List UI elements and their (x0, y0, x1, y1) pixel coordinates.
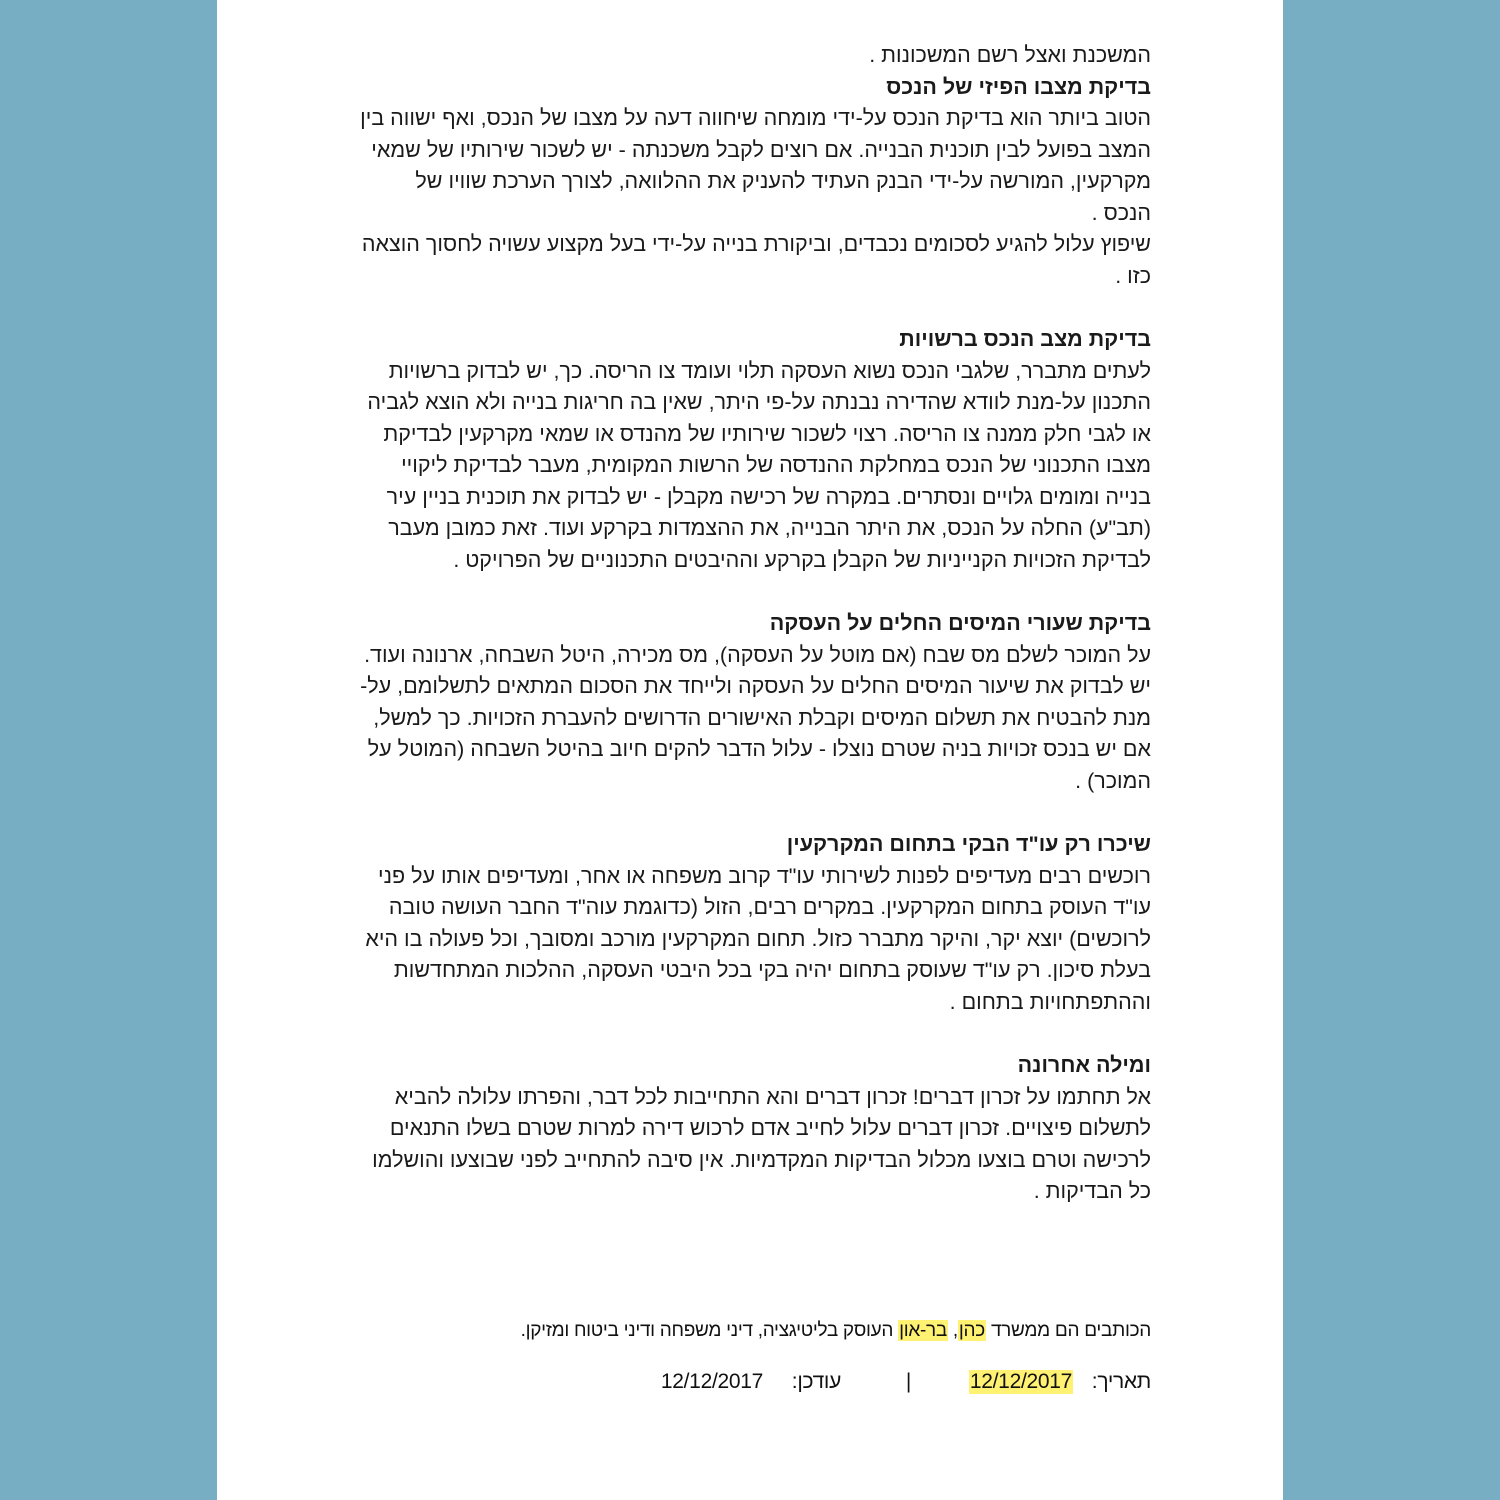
paragraph-line: לבדיקת הזכויות הקנייניות של הקבלן בקרקע וההיבטים התכנוניים של הפרויקט . (453, 547, 1151, 572)
paragraph-line: לרכישה וטרם בוצעו מכלול הבדיקות המקדמיות. אין סיבה להתחייב לפני שבוצעו והושלמו (372, 1147, 1151, 1172)
updated-label: עודכן: (791, 1370, 841, 1393)
paragraph-line: לעתים מתברר, שלגבי הנכס נשוא העסקה תלוי ועומד צו הריסה. כך, יש לבדוק ברשויות (388, 358, 1151, 383)
intro-line: המשכנת ואצל רשם המשכונות . (869, 43, 1151, 67)
authors-comma: , (952, 1320, 958, 1341)
paragraph-line: או לגבי חלק ממנה צו הריסה. רצוי לשכור שירותיו של מהנדס או שמאי מקרקעין לבדיקת (383, 421, 1151, 446)
section-heading: בדיקת מצבו הפיזי של הנכס (886, 74, 1151, 99)
paragraph-line: הנכס . (1091, 200, 1151, 225)
article-body (271, 40, 1151, 1240)
paragraph-line: על המוכר לשלם מס שבח (אם מוטל על העסקה), מס מכירה, היטל השבחה, ארנונה ועוד. (364, 642, 1151, 667)
author-name-highlight: בר-און (899, 1320, 947, 1341)
paragraph-line: לרוכשים) יוצא יקר, והיקר מתברר כזול. תחום המקרקעין מורכב ומסובך, וכל פעולה בו היא (365, 926, 1151, 951)
paragraph-line: כזו . (1115, 263, 1151, 288)
section-lawyer (271, 829, 1151, 1018)
paragraph-line: כל הבדיקות . (1033, 1179, 1151, 1203)
section-last-word (271, 1050, 1151, 1208)
updated-value: 12/12/2017 (660, 1370, 763, 1393)
section-taxes (271, 608, 1151, 797)
paragraph-line: אל תחתמו על זכרון דברים! זכרון דברים והא התחייבות לכל דבר, והפרתו עלולה להביא (394, 1084, 1151, 1109)
paragraph-line: רוכשים רבים מעדיפים לפנות לשירותי עו"ד קרוב משפחה או אחר, ומעדיפים אותו על פני (378, 863, 1151, 888)
paragraph-line: עו"ד העוסק בתחום המקרקעין. במקרים רבים, הזול (כדוגמת עוה"ד החבר העושה טובה (388, 895, 1151, 919)
section-heading: בדיקת מצב הנכס ברשויות (899, 327, 1151, 351)
authors-prefix: הכותבים הם ממשרד (990, 1320, 1151, 1341)
paragraph-line: לתשלום פיצויים. זכרון דברים עלול לחייב אדם לרכוש דירה למרות שטרם בשלו התנאים (389, 1116, 1151, 1140)
date-value: 12/12/2017 (969, 1370, 1072, 1393)
section-heading: בדיקת שעורי המיסים החלים על העסקה (769, 611, 1151, 635)
section-heading: שיכרו רק עו"ד הבקי בתחום המקרקעין (786, 832, 1151, 856)
author-name-highlight: כהן (958, 1320, 985, 1341)
paragraph-line: בעלת סיכון. רק עו"ד שעוסק בתחום יהיה בקי בכל היבטי העסקה, ההלכות המתחדשות (393, 958, 1151, 982)
date-separator: | (905, 1370, 911, 1393)
paragraph-line: (תב"ע) החלה על הנכס, את היתר הבנייה, את ההצמדות בקרקע ועוד. זאת כמובן מעבר (388, 516, 1151, 540)
document-page (217, 0, 1283, 1500)
paragraph-line: מנת להבטיח את תשלום המיסים וקבלת האישורים הדרושים להעברת הזכויות. כך למשל, (373, 705, 1151, 730)
paragraph-line: אם יש בנכס זכויות בניה שטרם נוצלו - עלול הדבר להקים חיוב בהיטל השבחה (המוטל על (367, 737, 1151, 761)
paragraph-line: שיפוץ עלול להגיע לסכומים נכבדים, וביקורת בנייה על-ידי בעל מקצוע עשויה לחסוך הוצאה (361, 232, 1151, 256)
article-footer (271, 1320, 1151, 1393)
paragraph-line: התכנון על-מנת לוודא שהדירה נבנתה על-פי היתר, שאין בה חריגות בנייה ולא הוצא לגביה (367, 390, 1151, 414)
paragraph-line: הטוב ביותר הוא בדיקת הנכס על-ידי מומחה שיחווה דעה על מצבו של הנכס, ואף ישווה בין (360, 106, 1151, 130)
paragraph-line: מצבו התכנוני של הנכס במחלקת ההנדסה של הרשות המקומית, מעבר לבדיקת ליקויי (401, 453, 1151, 477)
paragraph-line: יש לבדוק את שיעור המיסים החלים על העסקה ולייחד את הסכום המתאים לתשלומם, על- (360, 674, 1151, 698)
section-heading: ומילה אחרונה (1017, 1053, 1151, 1077)
authors-suffix: העוסק בליטיגציה, דיני משפחה ודיני ביטוח ומזיקן. (520, 1320, 894, 1341)
section-physical-condition (271, 72, 1151, 293)
paragraph-line: מקרקעין, המורשה על-ידי הבנק העתיד להעניק את ההלוואה, לצורך הערכת שוויו של (415, 169, 1151, 193)
paragraph-line: וההתפתחויות בתחום . (949, 989, 1151, 1014)
section-authorities (271, 324, 1151, 576)
paragraph-line: המוכר) . (1075, 768, 1151, 793)
paragraph-line: בנייה ומומים גלויים ונסתרים. במקרה של רכישה מקבלן - יש לבדוק את תוכנית בניין עיר (386, 484, 1151, 509)
date-label: תאריך: (1091, 1370, 1151, 1393)
authors-note (271, 1320, 1151, 1342)
paragraph-line: המצב בפועל לבין תוכנית הבנייה. אם רוצים לקבל משכנתה - יש לשכור שירותיו של שמאי (371, 137, 1151, 162)
date-row (271, 1370, 1151, 1400)
